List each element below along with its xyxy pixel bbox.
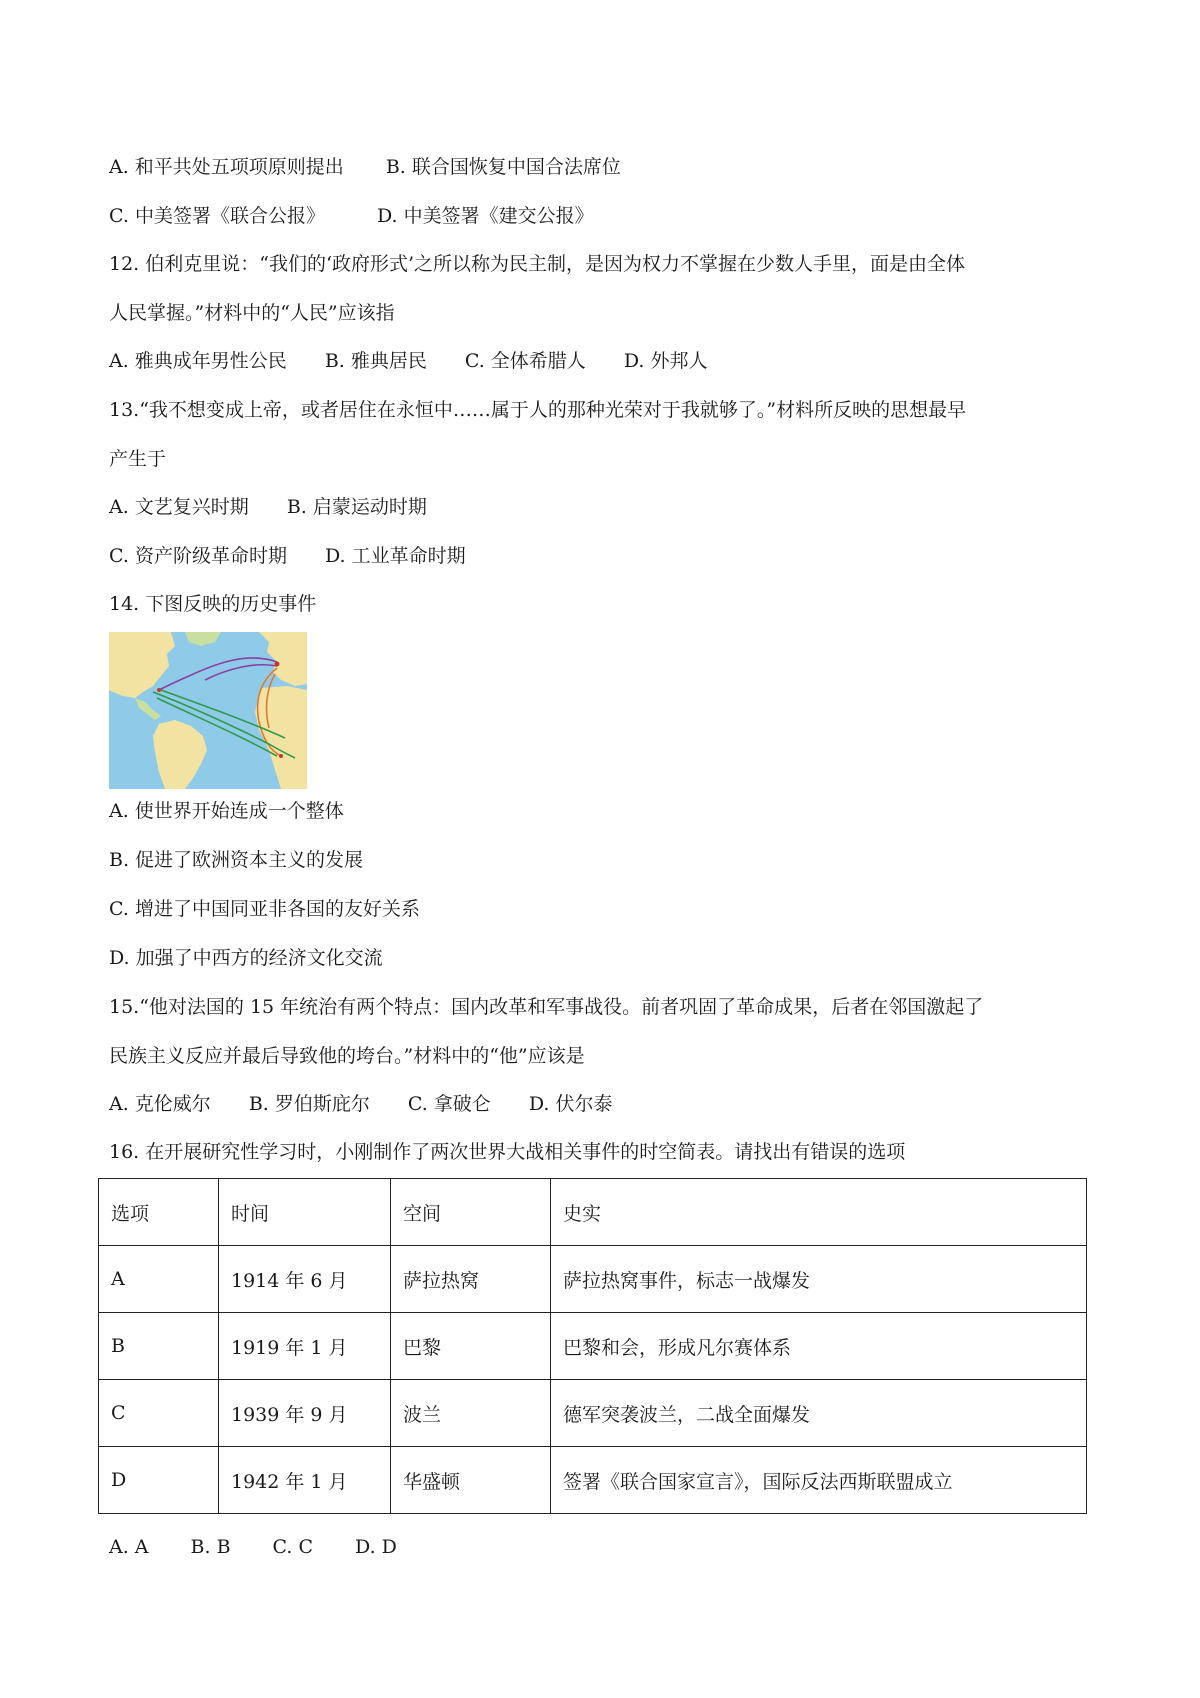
cell-time: 1939 年 9 月: [219, 1380, 391, 1447]
table-header-row: [99, 1179, 1087, 1246]
q16-options: [109, 1538, 397, 1557]
q16-option-d[interactable]: D. D: [355, 1536, 397, 1558]
cell-fact: 萨拉热窝事件，标志一战爆发: [551, 1246, 1087, 1313]
q14-stem: 14. 下图反映的历史事件: [109, 593, 317, 615]
q15-option-d[interactable]: D. 伏尔泰: [528, 1093, 613, 1115]
q15-option-a[interactable]: A. 克伦威尔: [109, 1093, 211, 1115]
q13-stem-line2: 产生于: [109, 448, 167, 470]
q14-option-b[interactable]: B. 促进了欧洲资本主义的发展: [109, 849, 364, 871]
q16-option-a[interactable]: A. A: [109, 1536, 149, 1558]
q14-option-c[interactable]: C. 增进了中国同亚非各国的友好关系: [109, 898, 420, 920]
q13-options-row2: [109, 547, 466, 566]
q12-option-c[interactable]: C. 全体希腊人: [464, 350, 586, 372]
q15-stem-line2: 民族主义反应并最后导致他的垮台。”材料中的“他”应该是: [109, 1045, 585, 1067]
q12-option-b[interactable]: B. 雅典居民: [324, 350, 427, 372]
cell-option: D: [99, 1447, 219, 1514]
table-row: [99, 1380, 1087, 1447]
q16-option-b[interactable]: B. B: [190, 1536, 231, 1558]
q11-option-c[interactable]: C. 中美签署《联合公报》: [109, 205, 325, 227]
q12-stem-line2: 人民掌握。”材料中的“人民”应该指: [109, 302, 395, 324]
q16-option-c[interactable]: C. C: [272, 1536, 314, 1558]
voyage-route-map: [109, 632, 307, 789]
header-fact: 史实: [551, 1179, 1087, 1246]
cell-fact: 德军突袭波兰，二战全面爆发: [551, 1380, 1087, 1447]
map-image: [109, 632, 307, 789]
q13-option-c[interactable]: C. 资产阶级革命时期: [109, 545, 287, 567]
cell-fact: 巴黎和会，形成凡尔赛体系: [551, 1313, 1087, 1380]
q12-options: [109, 352, 707, 371]
header-time: 时间: [219, 1179, 391, 1246]
q11-options-row2: [109, 207, 594, 226]
q14-option-d[interactable]: D. 加强了中西方的经济文化交流: [109, 947, 383, 969]
q15-options: [109, 1095, 612, 1114]
header-option: 选项: [99, 1179, 219, 1246]
q15-option-c[interactable]: C. 拿破仑: [407, 1093, 491, 1115]
q15-option-b[interactable]: B. 罗伯斯庇尔: [248, 1093, 370, 1115]
cell-time: 1919 年 1 月: [219, 1313, 391, 1380]
table-row: [99, 1246, 1087, 1313]
q16-stem: 16. 在开展研究性学习时，小刚制作了两次世界大战相关事件的时空简表。请找出有错误的选项: [109, 1141, 906, 1163]
table-row: [99, 1313, 1087, 1380]
header-place: 空间: [391, 1179, 551, 1246]
q15-stem-line1: 15.“他对法国的 15 年统治有两个特点：国内改革和军事战役。前者巩固了革命成果，后者在邻国激起了: [109, 996, 984, 1018]
cell-place: 华盛顿: [391, 1447, 551, 1514]
q11-option-d[interactable]: D. 中美签署《建交公报》: [376, 205, 594, 227]
cell-place: 波兰: [391, 1380, 551, 1447]
q16-timeline-table: [98, 1178, 1087, 1514]
cell-option: C: [99, 1380, 219, 1447]
cell-place: 巴黎: [391, 1313, 551, 1380]
q12-option-a[interactable]: A. 雅典成年男性公民: [109, 350, 287, 372]
q11-options-row1: [109, 158, 621, 177]
q13-option-d[interactable]: D. 工业革命时期: [324, 545, 466, 567]
cell-option: A: [99, 1246, 219, 1313]
q13-stem-line1: 13.“我不想变成上帝，或者居住在永恒中……属于人的那种光荣对于我就够了。”材料所反映的思想最早: [109, 399, 967, 421]
q13-options-row1: [109, 498, 427, 517]
cell-option: B: [99, 1313, 219, 1380]
q13-option-b[interactable]: B. 启蒙运动时期: [286, 496, 427, 518]
q11-option-b[interactable]: B. 联合国恢复中国合法席位: [385, 156, 621, 178]
cell-place: 萨拉热窝: [391, 1246, 551, 1313]
cell-fact: 签署《联合国家宣言》，国际反法西斯联盟成立: [551, 1447, 1087, 1514]
q13-option-a[interactable]: A. 文艺复兴时期: [109, 496, 249, 518]
cell-time: 1914 年 6 月: [219, 1246, 391, 1313]
table-row: [99, 1447, 1087, 1514]
cell-time: 1942 年 1 月: [219, 1447, 391, 1514]
q11-option-a[interactable]: A. 和平共处五项项原则提出: [109, 156, 344, 178]
q12-stem-line1: 12. 伯利克里说：“我们的‘政府形式’之所以称为民主制，是因为权力不掌握在少数人手里，面是由全体: [109, 253, 966, 275]
q12-option-d[interactable]: D. 外邦人: [623, 350, 708, 372]
q14-option-a[interactable]: A. 使世界开始连成一个整体: [109, 800, 344, 822]
